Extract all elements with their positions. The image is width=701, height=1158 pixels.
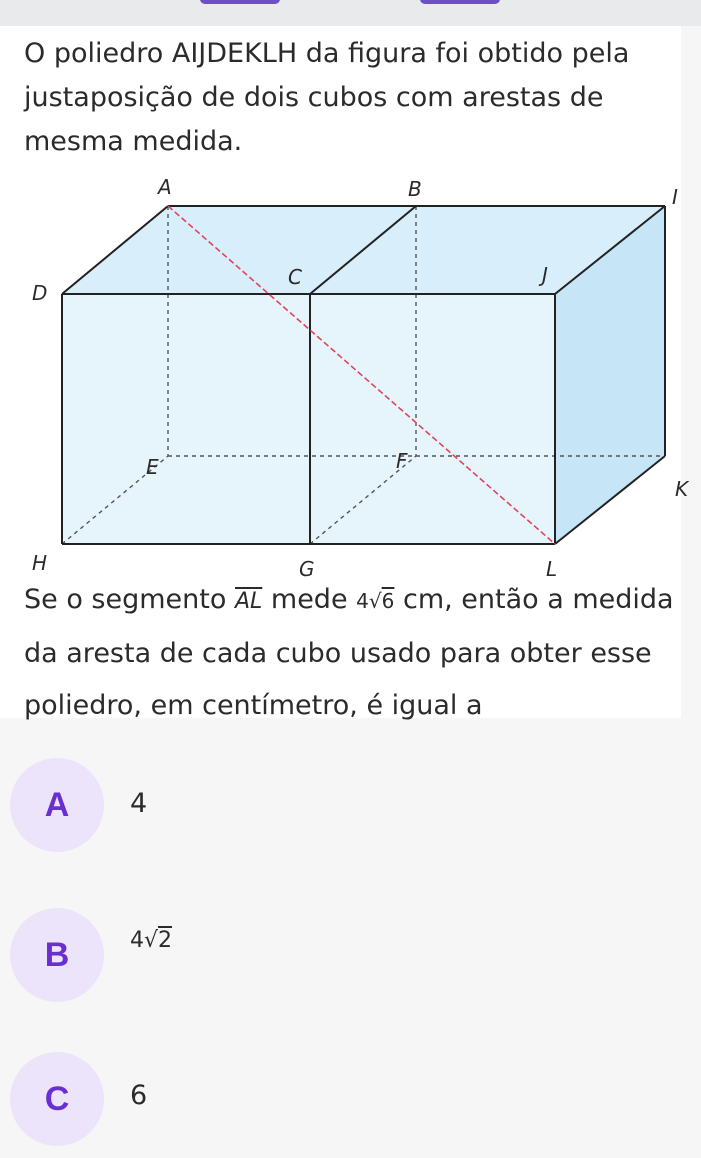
question-intro: O poliedro AIJDEKLH da figura foi obtido pela justaposição de dois cubos com arestas de mesma medida. xyxy=(24,38,630,157)
option-coef: 4 xyxy=(130,928,144,953)
label-C: C xyxy=(288,265,302,289)
prompt-mid: mede xyxy=(270,584,348,615)
top-bar xyxy=(0,0,701,26)
label-H: H xyxy=(32,551,48,575)
progress-pill xyxy=(200,0,280,4)
front-face xyxy=(62,294,555,544)
option-value: 4 xyxy=(130,788,148,819)
label-B: B xyxy=(408,177,422,201)
option-b[interactable] xyxy=(0,902,701,1012)
measure-coef: 4 xyxy=(356,589,369,613)
label-E: E xyxy=(146,455,159,479)
prompt-prefix: Se o segmento xyxy=(24,584,227,615)
option-rad: 2 xyxy=(158,928,173,953)
option-letter-badge: C xyxy=(10,1052,104,1146)
option-a[interactable] xyxy=(0,752,701,862)
question-prompt xyxy=(24,574,674,732)
measure-expression: 4√6 xyxy=(356,589,395,613)
label-K: K xyxy=(675,477,689,501)
label-J: J xyxy=(542,263,548,287)
prompt-suffix: cm, então a medida da aresta de cada cubo usado para obter esse poliedro, em centímetro, é igual a xyxy=(24,584,674,721)
option-value: 4√2 xyxy=(130,928,173,953)
option-letter-badge: A xyxy=(10,758,104,852)
label-A: A xyxy=(158,175,172,199)
label-D: D xyxy=(32,281,48,305)
polyhedron-figure xyxy=(0,170,689,581)
label-G: G xyxy=(299,557,315,581)
label-L: L xyxy=(546,557,558,581)
label-F: F xyxy=(396,449,408,473)
segment-label: $\overline{AL}$ xyxy=(234,589,263,614)
option-value: 6 xyxy=(130,1080,148,1111)
progress-pill xyxy=(420,0,500,4)
option-c[interactable] xyxy=(0,1048,701,1158)
label-I: I xyxy=(672,185,678,209)
measure-rad: 6 xyxy=(381,589,395,613)
option-letter-badge: B xyxy=(10,908,104,1002)
question-card xyxy=(0,26,689,721)
